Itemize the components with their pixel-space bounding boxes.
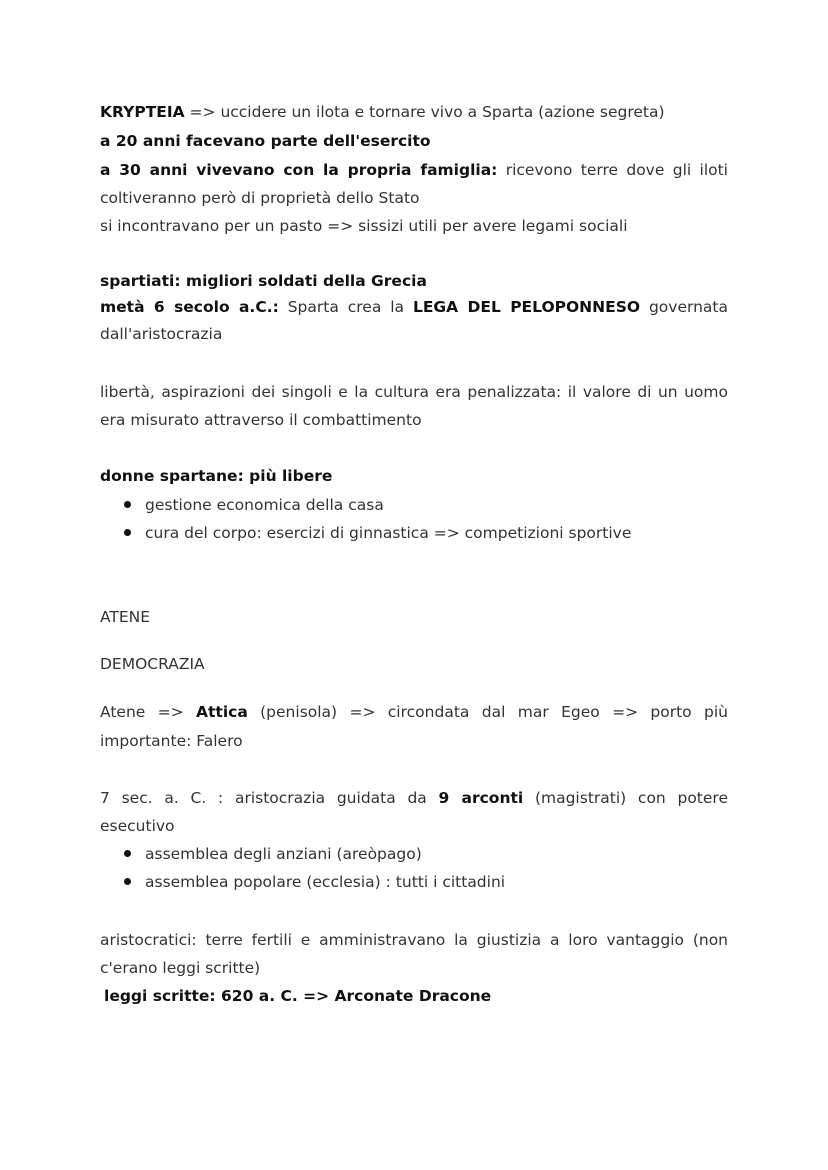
attica-bold: Attica	[196, 703, 248, 721]
age-20-line: a 20 anni facevano parte dell'esercito	[100, 132, 431, 150]
lega-mid: Sparta crea la	[278, 298, 413, 316]
leggi-line: leggi scritte: 620 a. C. => Arconate Dracone	[104, 987, 492, 1005]
spartiati-line: spartiati: migliori soldati della Grecia	[100, 272, 427, 290]
lega-date: metà 6 secolo a.C.:	[100, 298, 279, 316]
pasto-line: si incontravano per un pasto => sissizi utili per avere legami sociali	[100, 217, 628, 235]
list-item-text: assemblea popolare (ecclesia) : tutti i cittadini	[145, 873, 506, 891]
krypteia-line	[100, 102, 728, 122]
krypteia-text: => uccidere un ilota e tornare vivo a Sparta (azione segreta)	[184, 103, 665, 121]
bullet-icon	[124, 850, 131, 857]
list-item-text: assemblea degli anziani (areòpago)	[145, 845, 422, 863]
bullet-icon	[124, 501, 131, 508]
bullet-icon	[124, 878, 131, 885]
lega-cont: dall'aristocrazia	[100, 325, 223, 343]
age-30-line	[100, 160, 728, 180]
arconti-pre: 7 sec. a. C. : aristocrazia guidata da	[100, 789, 439, 807]
lega-end: governata	[640, 298, 728, 316]
arconti-line	[100, 788, 728, 808]
donne-title: donne spartane: più libere	[100, 467, 333, 485]
lega-line	[100, 297, 728, 317]
section-subtitle-democrazia: DEMOCRAZIA	[100, 655, 205, 673]
lega-name: LEGA DEL PELOPONNESO	[412, 298, 641, 316]
age-30-bold: a 30 anni vivevano con la propria famiglia:	[100, 161, 498, 179]
list-item	[124, 523, 744, 543]
list-item	[124, 872, 744, 892]
liberta-line-1: libertà, aspirazioni dei singoli e la cultura era penalizzata: il valore di un uomo	[100, 383, 728, 401]
list-item-text: gestione economica della casa	[145, 496, 384, 514]
section-title-atene: ATENE	[100, 608, 151, 626]
attica-cont: importante: Falero	[100, 732, 243, 750]
attica-line	[100, 702, 728, 722]
attica-rest: (penisola) => circondata dal mar Egeo => porto più	[247, 703, 728, 721]
arconti-bold: 9 arconti	[438, 789, 524, 807]
liberta-line-2: era misurato attraverso il combattimento	[100, 411, 422, 429]
attica-pre: Atene =>	[100, 703, 196, 721]
list-item-text: cura del corpo: esercizi di ginnastica => competizioni sportive	[145, 524, 632, 542]
list-item	[124, 844, 744, 864]
arconti-cont: esecutivo	[100, 817, 175, 835]
aristocratici-line-2: c'erano leggi scritte)	[100, 959, 261, 977]
arconti-rest: (magistrati) con potere	[523, 789, 728, 807]
bullet-icon	[124, 529, 131, 536]
age-30-text: ricevono terre dove gli iloti	[497, 161, 728, 179]
list-item	[124, 495, 744, 515]
aristocratici-line-1: aristocratici: terre fertili e amministravano la giustizia a loro vantaggio (non	[100, 931, 728, 949]
age-30-cont: coltiveranno però di proprietà dello Stato	[100, 189, 420, 207]
krypteia-term: KRYPTEIA	[100, 103, 185, 121]
